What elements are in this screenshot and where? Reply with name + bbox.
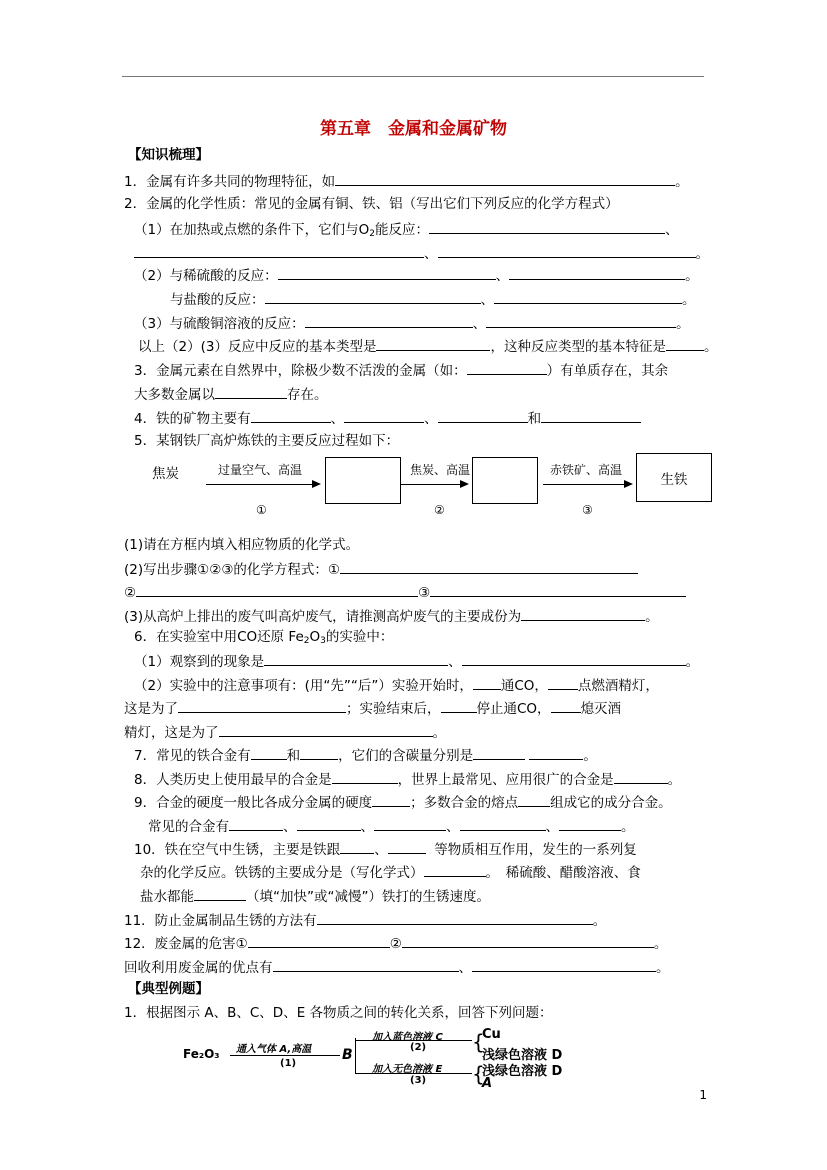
flow-num-2: ②	[434, 503, 445, 517]
rxn-arrow-1	[230, 1055, 340, 1056]
question-10-cont2: 盐水都能 （填“加快”或“减慢”）铁打的生锈速度。	[140, 886, 490, 906]
question-10-cont: 杂的化学反应。铁锈的主要成分是（写化学式） 。 稀硫酸、醋酸溶液、食	[140, 862, 641, 882]
blank[interactable]	[424, 862, 486, 877]
blank[interactable]	[518, 792, 550, 807]
blank[interactable]	[548, 675, 578, 690]
question-5-2-cont: ② ③	[124, 582, 686, 602]
rxn-arrow-3	[356, 1073, 472, 1074]
blank[interactable]	[467, 360, 547, 375]
rxn-brace-1: {	[472, 1030, 485, 1054]
rxn-arrow1-top: 通入气体 A,高温	[236, 1044, 312, 1055]
rxn-arrow2-top: 加入蓝色溶液 C	[372, 1032, 443, 1043]
blank[interactable]	[521, 606, 645, 621]
blank[interactable]	[666, 336, 704, 351]
flow-arrow-3	[543, 484, 624, 485]
question-2-2: （2）与稀硫酸的反应： 、 。	[134, 265, 699, 285]
question-7: 7．常见的铁合金有 和 ，它们的含碳量分别是 。	[134, 745, 597, 765]
rxn-product-cu: Cu	[482, 1027, 501, 1042]
blank[interactable]	[372, 792, 410, 807]
blank[interactable]	[297, 816, 361, 831]
blank[interactable]	[335, 171, 675, 186]
question-3: 3．金属元素在自然界中，除极少数不活泼的金属（如： ）有单质存在，其余	[134, 360, 668, 380]
flow-box-2[interactable]	[472, 457, 538, 504]
blank[interactable]	[278, 265, 496, 280]
blank[interactable]	[441, 698, 477, 713]
example-1: 1．根据图示 A、B、C、D、E 各物质之间的转化关系，回答下列问题：	[124, 1005, 553, 1021]
question-5-3: (3)从高炉上排出的废气叫高炉废气，请推测高炉废气的主要成份为 。	[124, 606, 659, 626]
question-6-4: 精灯，这是为了 。	[124, 722, 446, 742]
blank[interactable]	[460, 816, 546, 831]
blank[interactable]	[438, 408, 528, 423]
blank[interactable]	[136, 582, 418, 597]
rxn-branch	[355, 1038, 364, 1074]
blank[interactable]	[438, 243, 696, 258]
blank[interactable]	[473, 675, 501, 690]
question-5: 5．某钢铁厂高炉炼铁的主要反应过程如下：	[134, 433, 400, 449]
flow-box-end	[636, 453, 712, 502]
blank[interactable]	[219, 722, 433, 737]
blank[interactable]	[305, 313, 473, 328]
question-9: 9．合金的硬度一般比各成分金属的硬度 ；多数合金的熔点 组成它的成分合金。	[134, 792, 672, 812]
question-6-3: 这是为了 ；实验结束后， 停止通CO， 熄灭酒	[124, 698, 621, 718]
blank[interactable]	[402, 933, 654, 948]
question-2-1-cont: 、 。	[134, 243, 709, 263]
blank[interactable]	[215, 384, 287, 399]
blank[interactable]	[541, 408, 641, 423]
question-2-4: 以上（2）(3）反应中反应的基本类型是 ，这种反应类型的基本特征是 。	[138, 336, 717, 356]
rxn-arrow1-bot: (1)	[280, 1058, 297, 1069]
question-11: 11．防止金属制品生锈的方法有 。	[124, 910, 606, 930]
flow-step1-label: 过量空气、高温	[218, 463, 303, 477]
blank[interactable]	[134, 243, 424, 258]
question-4: 4．铁的矿物主要有 、 、 和	[134, 408, 641, 428]
blank[interactable]	[264, 651, 448, 666]
flow-num-3: ③	[582, 503, 593, 517]
question-6-2: （2）实验中的注意事项有：(用“先”“后”）实验开始时， 通CO， 点燃酒精灯，	[134, 675, 659, 695]
flow-box-1[interactable]	[325, 457, 401, 504]
header-rule	[122, 76, 704, 77]
question-12-cont: 回收利用废金属的优点有 、 。	[124, 957, 670, 977]
blank[interactable]	[251, 408, 331, 423]
question-12: 12．废金属的危害① ② 。	[124, 933, 667, 953]
blank[interactable]	[332, 769, 398, 784]
blank[interactable]	[317, 910, 593, 925]
flow-arrow-2	[401, 484, 460, 485]
question-6-1: （1）观察到的现象是 、 。	[134, 651, 699, 671]
blank[interactable]	[388, 839, 426, 854]
blank[interactable]	[229, 816, 283, 831]
blank[interactable]	[344, 408, 424, 423]
page-number: 1	[699, 1088, 707, 1102]
question-8: 8．人类历史上使用最早的合金是 ，世界上最常见、应用很广的合金是 。	[134, 769, 681, 789]
blank[interactable]	[614, 769, 668, 784]
question-2-3: （3）与硫酸铜溶液的反应： 、 。	[134, 313, 690, 333]
blank[interactable]	[559, 816, 621, 831]
blank[interactable]	[248, 933, 390, 948]
rxn-brace-2: {	[472, 1062, 485, 1086]
blank[interactable]	[486, 313, 676, 328]
rxn-arrow2-bot: (2)	[410, 1042, 427, 1053]
question-10: 10．铁在空气中生锈，主要是铁跟 、 等物质相互作用，发生的一系列复	[134, 839, 637, 859]
blank[interactable]	[194, 886, 246, 901]
question-2-1: （1）在加热或点燃的条件下，它们与$O_2$能反应： 、	[134, 219, 678, 243]
rxn-product-a: A	[482, 1076, 493, 1091]
rxn-arrow-2	[356, 1040, 472, 1041]
blank[interactable]	[473, 745, 525, 760]
flow-arrowhead-1	[312, 480, 321, 488]
question-2: 2．金属的化学性质：常见的金属有铜、铁、铝（写出它们下列反应的化学方程式）	[124, 196, 619, 212]
flow-arrow-1	[206, 484, 312, 485]
blank[interactable]	[300, 745, 338, 760]
blank[interactable]	[340, 559, 638, 574]
flow-step2-label: 焦炭、高温	[410, 463, 471, 477]
question-5-2: (2)写出步骤①②③的化学方程式：①	[124, 559, 638, 579]
flow-arrowhead-3	[624, 480, 633, 488]
flow-num-1: ①	[256, 503, 267, 517]
blank[interactable]	[472, 957, 656, 972]
blank[interactable]	[376, 336, 490, 351]
question-1: 1．金属有许多共同的物理特征，如 。	[124, 171, 689, 191]
rxn-arrow3-bot: (3)	[410, 1075, 427, 1086]
rxn-start: Fe₂O₃	[183, 1047, 220, 1061]
blank[interactable]	[265, 289, 481, 304]
question-3-cont: 大多数金属以 存在。	[134, 384, 328, 404]
blank[interactable]	[551, 698, 581, 713]
rxn-product-d1: 浅绿色溶液 D	[482, 1048, 563, 1063]
page-title: 第五章 金属和金属矿物	[320, 119, 507, 139]
blank[interactable]	[251, 745, 287, 760]
flow-end-label: 生铁	[660, 471, 688, 488]
question-6: 6．在实验室中用CO还原 $Fe_2O_3$的实验中：	[134, 629, 394, 646]
section-knowledge: 【知识梳理】	[128, 147, 209, 163]
rxn-arrow3-top: 加入无色溶液 E	[372, 1064, 443, 1075]
question-5-1: (1)请在方框内填入相应物质的化学式。	[124, 537, 360, 553]
rxn-mid: B	[342, 1047, 353, 1063]
blank[interactable]	[462, 651, 686, 666]
flow-step3-label: 赤铁矿、高温	[550, 463, 623, 477]
blank[interactable]	[494, 289, 682, 304]
blank[interactable]	[509, 265, 685, 280]
blank[interactable]	[430, 582, 686, 597]
blank[interactable]	[529, 745, 583, 760]
question-2-2b: 与盐酸的反应： 、 。	[170, 289, 696, 309]
section-examples: 【典型例题】	[128, 981, 209, 997]
flow-arrowhead-2	[460, 480, 469, 488]
rxn-product-d2: 浅绿色溶液 D	[482, 1064, 563, 1079]
blank[interactable]	[340, 839, 374, 854]
flow-start: 焦炭	[152, 466, 179, 482]
blank[interactable]	[429, 219, 665, 234]
question-9-cont: 常见的合金有 、 、 、 、 。	[148, 816, 635, 836]
blank[interactable]	[178, 698, 346, 713]
blank[interactable]	[374, 816, 446, 831]
blank[interactable]	[273, 957, 459, 972]
